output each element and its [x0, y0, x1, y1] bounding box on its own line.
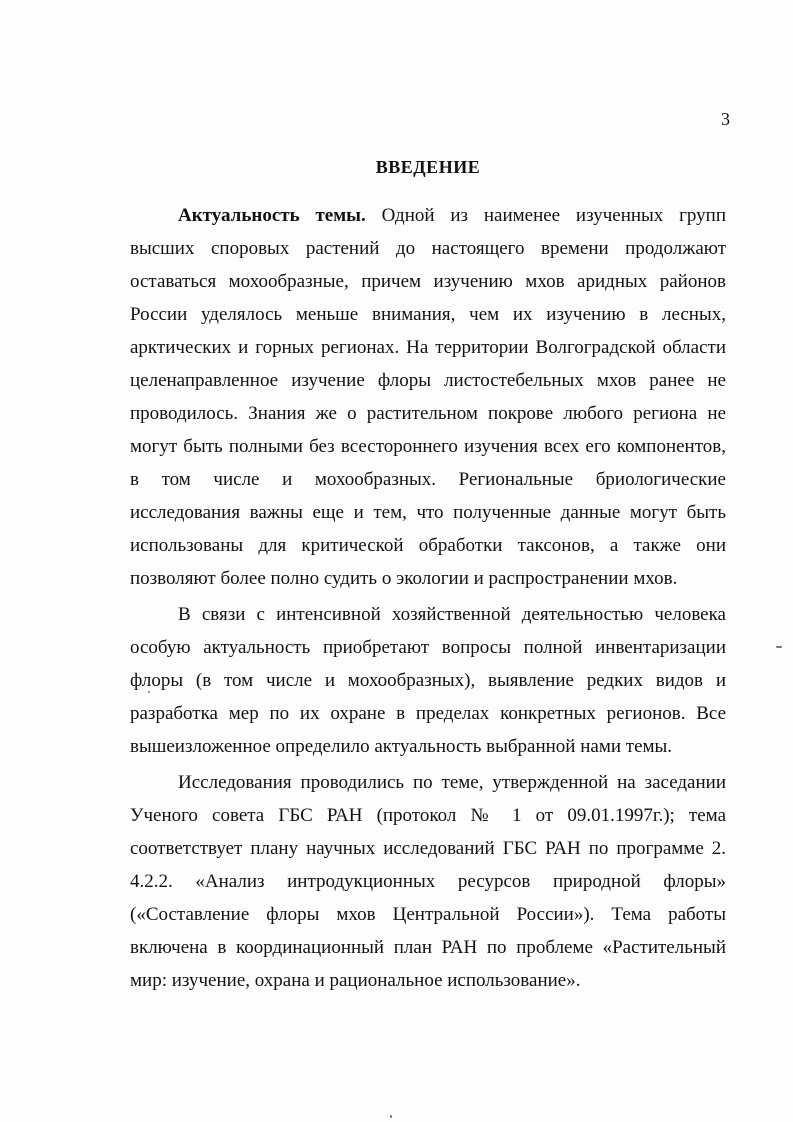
paragraph-text: Исследования проводились по теме, утвержденной на заседании Ученого совета ГБС РАН (протокол № 1 от 09.01.1997г.); тема соответствует плану научных исследований ГБС РАН по программе 2. 4.2.2. «Анализ интродукционных ресурсов природной флоры» («Составление флоры мхов Центральной России»). Тема работы включена в координационный план РАН по проблеме «Растительный мир: изучение, охрана и рациональное использование».: [130, 772, 726, 991]
scan-artifact: [390, 1115, 392, 1118]
body-text: [130, 199, 726, 1000]
paragraph-lead: Актуальность темы.: [178, 205, 366, 226]
paragraph-text: Одной из наименее изученных групп высших споровых растений до настоящего времени продолжают оставаться мохообразные, причем изучению мхов аридных районов России уделялось меньше внимания, чем их изучению в лесных, арктических и горных регионах. На территории Волгоградской области целенаправленное изучение флоры листостебельных мхов ранее не проводилось. Знания же о растительном покрове любого региона не могут быть полными без всестороннего изучения всех его компонентов, в том числе и мохообразных. Региональные бриологические исследования важны еще и тем, что полученные данные могут быть использованы для критической обработки таксонов, а также они позволяют более полно судить о экологии и распространении мхов.: [130, 205, 726, 589]
paragraph-text: В связи с интенсивной хозяйственной деятельностью человека особую актуальность приобретают вопросы полной инвентаризации флоры (в том числе и мохообразных), выявление редких видов и разработка мер по их охране в пределах конкретных регионов. Все вышеизложенное определило актуальность выбранной нами темы.: [130, 604, 726, 757]
scan-artifact: [776, 646, 782, 648]
paragraph-inventory: [130, 598, 726, 763]
paragraph-research-program: [130, 766, 726, 997]
page-number: 3: [721, 109, 730, 129]
scan-artifact: [148, 691, 150, 693]
paragraph-relevance: [130, 199, 726, 595]
section-heading: ВВЕДЕНИЕ: [375, 157, 481, 177]
